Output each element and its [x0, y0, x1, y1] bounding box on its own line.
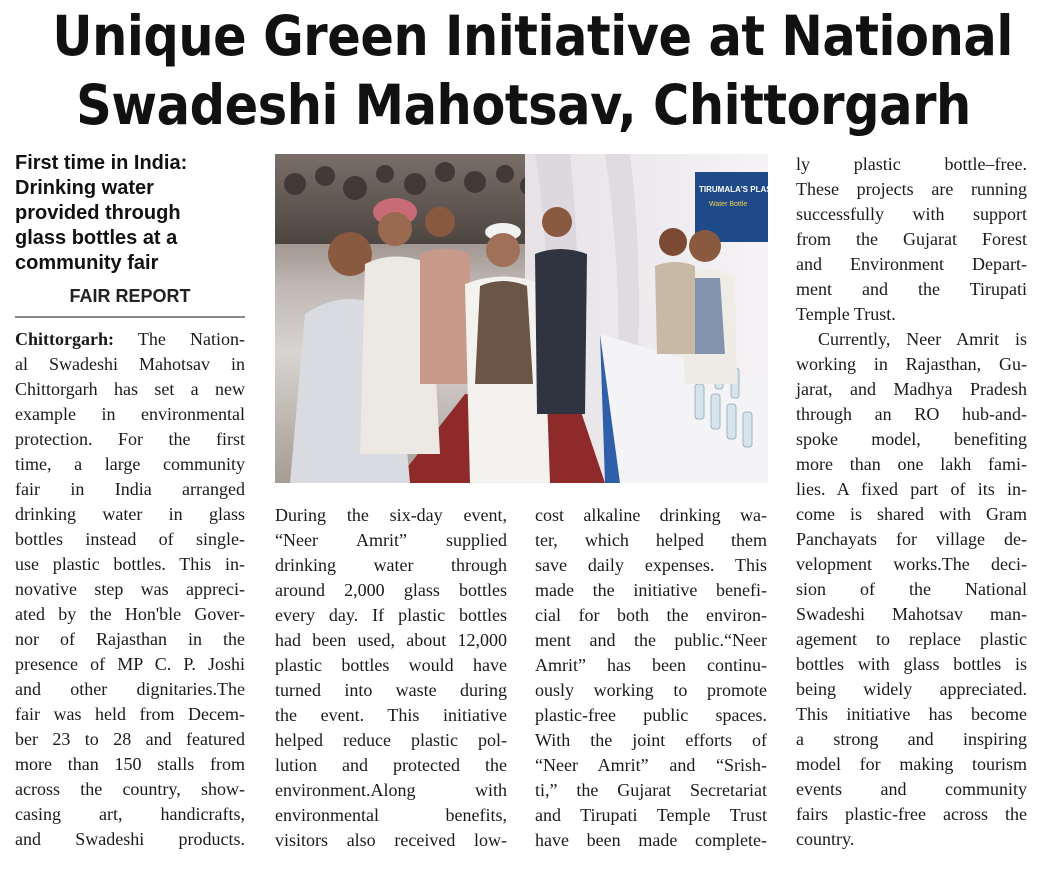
article-line: time, a large community [15, 454, 245, 474]
article-line: ti,” the Gujarat Secretariat [535, 780, 767, 800]
article-line: through an RO hub-and- [796, 404, 1027, 424]
article-line: bottles instead of single- [15, 529, 245, 549]
article-line: model for making tourism [796, 754, 1027, 774]
article-line: ment and the Tirupati [796, 279, 1027, 299]
article-line: and Swadeshi products. [15, 829, 245, 849]
article-line: presence of MP C. P. Joshi [15, 654, 245, 674]
article-line: example in environmental [15, 404, 245, 424]
article-line: and Environment Depart- [796, 254, 1027, 274]
article-line: made the initiative benefi- [535, 580, 767, 600]
subheadline-line: community fair [15, 252, 159, 274]
article-line: across the country, show- [15, 779, 245, 799]
article-line: use plastic bottles. This in- [15, 554, 245, 574]
article-line: from the Gujarat Forest [796, 229, 1027, 249]
article-line: fairs plastic-free across the [796, 804, 1027, 824]
article-line: country. [796, 829, 855, 849]
article-line: With the joint efforts of [535, 730, 767, 750]
banner-text: TIRUMALA'S PLAST [699, 185, 777, 194]
article-line: visitors also received low- [275, 830, 507, 850]
article-line: “Neer Amrit” and “Srish- [535, 755, 767, 775]
article-line: plastic-free public spaces. [535, 705, 767, 725]
article-line: more than one lakh fami- [796, 454, 1027, 474]
article-column-1 [15, 327, 245, 852]
article-line: environmental benefits, [275, 805, 507, 825]
article-line: a strong and inspiring [796, 729, 1027, 749]
article-line: the event. This initiative [275, 705, 507, 725]
article-line: and other dignitaries.The [15, 679, 245, 699]
headline-line-2: Swadeshi Mahotsav, Chittorgarh [76, 73, 971, 137]
event-photo-illustration [275, 154, 777, 483]
article-line: Temple Trust. [796, 304, 896, 324]
article-line: spoke model, benefiting [796, 429, 1027, 449]
event-photo [275, 154, 777, 483]
article-line: lies. A fixed part of its in- [796, 479, 1027, 499]
article-line: come is shared with Gram [796, 504, 1027, 524]
article-line: ber 23 to 28 and featured [15, 729, 245, 749]
article-line: ously working to promote [535, 680, 767, 700]
article-line: around 2,000 glass bottles [275, 580, 507, 600]
banner-text: Water Bottle [709, 201, 748, 208]
article-line: Chittorgarh has set a new [15, 379, 245, 399]
kicker-label: FAIR REPORT [69, 286, 191, 306]
kicker-divider [15, 316, 245, 318]
article-line: These projects are running [796, 179, 1027, 199]
article-line: sion of the National [796, 579, 1027, 599]
article-line: novative step was apprecі- [15, 579, 245, 599]
article-line: ated by the Hon'ble Gover- [15, 604, 245, 624]
article-line: protection. For the first [15, 429, 245, 449]
article-line: and Tirupati Temple Trust [535, 805, 767, 825]
article-line: lution and protected the [275, 755, 507, 775]
article-line: have been made complete- [535, 830, 767, 850]
article-column-3 [535, 503, 767, 853]
article-line: fair in India arranged [15, 479, 245, 499]
dateline: Chittorgarh: [15, 329, 114, 349]
headline-line-1: Unique Green Initiative at National [52, 4, 1013, 68]
article-line: events and community [796, 779, 1027, 799]
article-line: being widely appreciated. [796, 679, 1027, 699]
article-line: This initiative has become [796, 704, 1027, 724]
article-line: ment and the public.“Neer [535, 630, 767, 650]
article-line: nor of Rajasthan in the [15, 629, 245, 649]
article-line: environment.Along with [275, 780, 507, 800]
article-line: Chittorgarh: The Nation- [15, 329, 245, 349]
subheadline-line: glass bottles at a [15, 227, 178, 249]
article-line: successfully with support [796, 204, 1027, 224]
article-line: save daily expenses. This [535, 555, 767, 575]
subheadline-line: First time in India: [15, 152, 188, 174]
article-column-2 [275, 503, 507, 853]
article-line: every day. If plastic bottles [275, 605, 507, 625]
article-line: bottles with glass bottles is [796, 654, 1027, 674]
article-line: more than 150 stalls from [15, 754, 245, 774]
article-line: During the six-day event, [275, 505, 507, 525]
article-line: turned into waste during [275, 680, 507, 700]
article-line: plastic bottles would have [275, 655, 507, 675]
article-line: helped reduce plastic pol- [275, 730, 507, 750]
article-line: agement to replace plastic [796, 629, 1027, 649]
article-line: fair was held from Decem- [15, 704, 245, 724]
subheadline-line: Drinking water [15, 177, 154, 199]
article-line: cial for both the environ- [535, 605, 767, 625]
subheadline-line: provided through [15, 202, 181, 224]
article-line: jarat, and Madhya Pradesh [796, 379, 1027, 399]
article-line: working in Rajasthan, Gu- [796, 354, 1027, 374]
headline [52, 2, 1013, 140]
article-column-4 [796, 152, 1027, 852]
article-line: ly plastic bottle–free. [796, 154, 1027, 174]
article-line: Currently, Neer Amrit is [818, 329, 1027, 349]
article-line: al Swadeshi Mahotsav in [15, 354, 245, 374]
article-line: velopment works.The deci- [796, 554, 1027, 574]
article-line: had been used, about 12,000 [275, 630, 507, 650]
article-line: Amrit” has been continu- [535, 655, 767, 675]
article-line: ter, which helped them [535, 530, 767, 550]
article-line: Panchayats for village de- [796, 529, 1027, 549]
article-line: drinking water through [275, 555, 507, 575]
subheadline [15, 151, 250, 276]
article-line: cost alkaline drinking wa- [535, 505, 767, 525]
article-line: casing art, handicrafts, [15, 804, 245, 824]
article-line: “Neer Amrit” supplied [275, 530, 507, 550]
article-line: drinking water in glass [15, 504, 245, 524]
article-line: Swadeshi Mahotsav man- [796, 604, 1027, 624]
